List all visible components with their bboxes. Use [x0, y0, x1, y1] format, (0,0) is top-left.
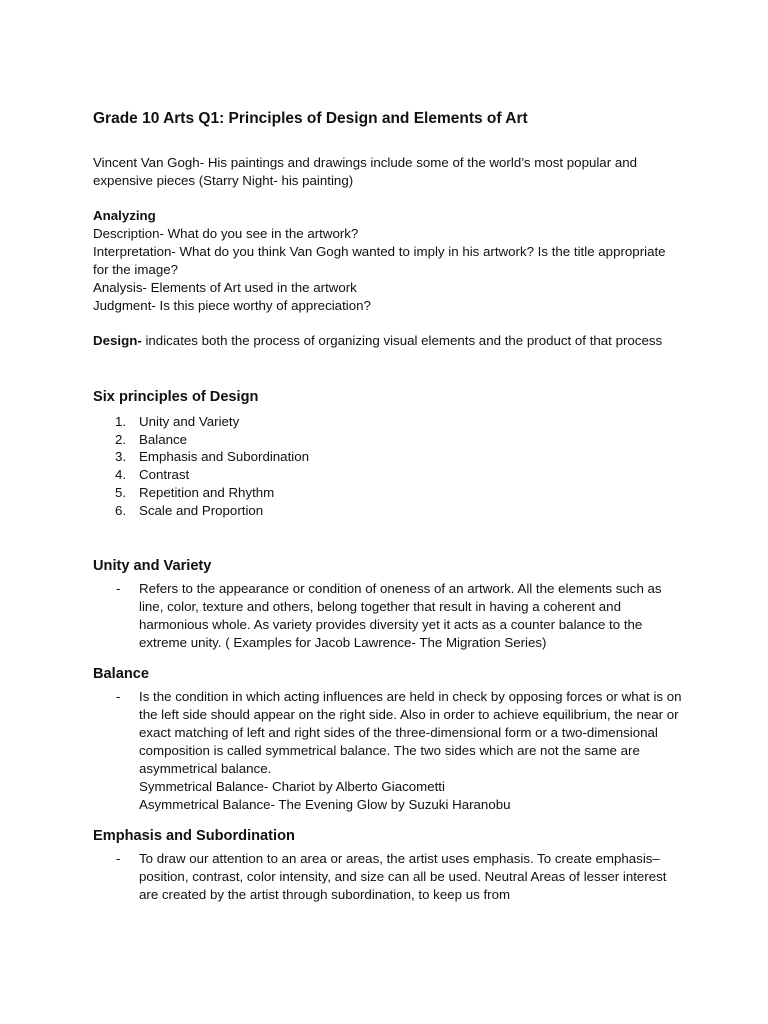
balance-text: Is the condition in which acting influences are held in check by opposing forces or what is on the left side should appear on the right side. Also in order to achieve equilibrium, the near or exact matching of left and right sides of the three-dimensional form or a two-dimensional composition is called symmetrical balance. The two sides which are not the same are asymmetrical balance.	[139, 689, 682, 777]
list-number: 4.	[115, 467, 127, 483]
analyzing-heading: Analyzing	[93, 208, 156, 223]
balance-heading: Balance	[93, 666, 149, 683]
design-text: indicates both the process of organizing visual elements and the product of that process	[141, 333, 663, 348]
list-item	[93, 431, 683, 449]
dash-bullet: -	[116, 581, 121, 597]
list-item	[93, 413, 683, 431]
analyzing-analysis: Analysis- Elements of Art used in the artwork	[93, 280, 357, 295]
list-number: 3.	[115, 449, 127, 465]
list-number: 2.	[115, 431, 127, 447]
emphasis-text: To draw our attention to an area or areas, the artist uses emphasis. To create emphasis– position, contrast, color intensity, and size can all be used. Neutral Areas of lesser interest are created by the artist through subordination, to keep us from	[139, 851, 667, 903]
list-number: 1.	[115, 414, 127, 429]
list-text: Scale and Proportion	[139, 502, 264, 518]
dash-bullet: -	[116, 689, 121, 705]
list-text: Contrast	[139, 467, 190, 483]
list-number: 6.	[115, 502, 127, 518]
document-title: Grade 10 Arts Q1: Principles of Design and Elements of Art	[93, 110, 528, 127]
design-definition	[93, 332, 683, 350]
dash-bullet: -	[116, 851, 121, 867]
list-item	[93, 502, 683, 520]
unity-variety-item	[93, 580, 683, 652]
six-principles-heading: Six principles of Design	[93, 389, 259, 405]
intro-paragraph: Vincent Van Gogh- His paintings and drawings include some of the world’s most popular and expensive pieces (Starry Night- his painting)	[93, 155, 638, 188]
document-body	[93, 109, 683, 904]
principles-list	[93, 413, 683, 519]
analyzing-interpretation: Interpretation- What do you think Van Gogh wanted to imply in his artwork? Is the title appropriate for the image?	[93, 244, 666, 277]
analyzing-judgment: Judgment- Is this piece worthy of appreciation?	[93, 298, 371, 313]
design-term: Design-	[93, 333, 142, 348]
list-item	[93, 448, 683, 466]
analyzing-section	[93, 207, 683, 315]
list-text: Balance	[139, 431, 188, 447]
list-text: Emphasis and Subordination	[139, 449, 310, 465]
emphasis-heading: Emphasis and Subordination	[93, 828, 295, 845]
balance-asymmetrical-example: Asymmetrical Balance- The Evening Glow by Suzuki Haranobu	[139, 797, 511, 813]
balance-item	[93, 688, 683, 814]
unity-variety-heading: Unity and Variety	[93, 558, 212, 575]
list-item	[93, 484, 683, 502]
emphasis-item	[93, 850, 683, 904]
list-item	[93, 466, 683, 484]
unity-variety-text: Refers to the appearance or condition of oneness of an artwork. All the elements such as line, color, texture and others, belong together that result in having a coherent and harmonious whole. As variety provides diversity yet it acts as a counter balance to the extreme unity. ( Examples for Jacob Lawrence- The Migration Series)	[139, 581, 662, 651]
list-text: Repetition and Rhythm	[139, 484, 275, 500]
balance-symmetrical-example: Symmetrical Balance- Chariot by Alberto Giacometti	[139, 779, 445, 795]
analyzing-description: Description- What do you see in the artwork?	[93, 226, 359, 241]
list-number: 5.	[115, 484, 127, 500]
list-text: Unity and Variety	[139, 414, 240, 429]
